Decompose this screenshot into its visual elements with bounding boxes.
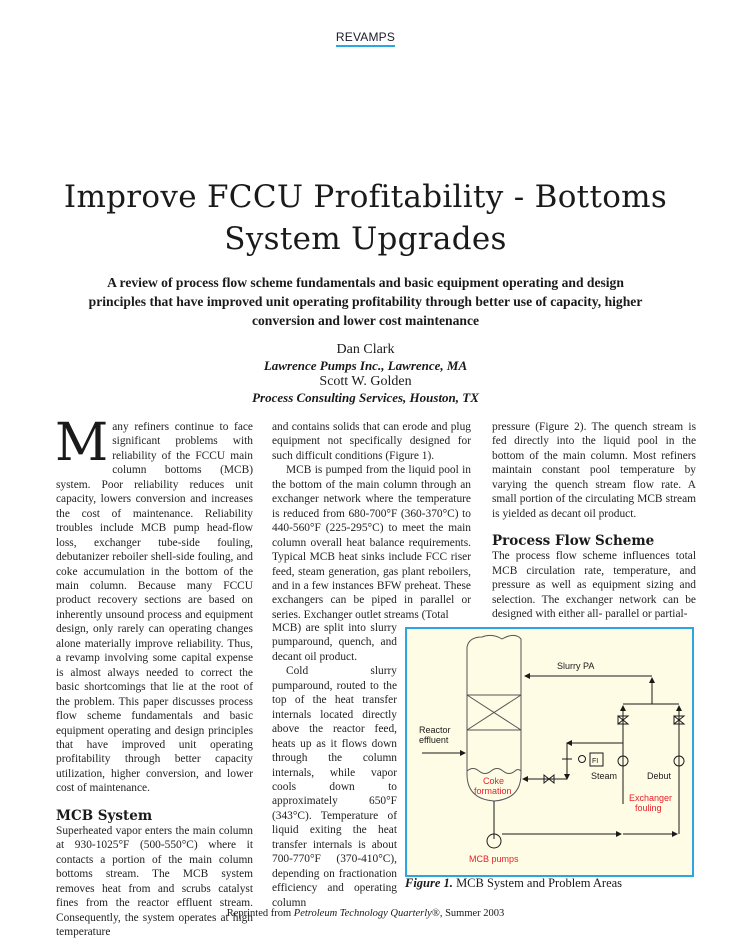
label-debut: Debut xyxy=(647,771,672,781)
label-effluent: effluent xyxy=(419,735,449,745)
author-block xyxy=(0,342,731,406)
label-formation: formation xyxy=(474,786,512,796)
mcb-paragraph: Superheated vapor enters the main column at 930-1025°F (500-550°C) where it contacts a portion of the main column bottoms stream. The MCB system removes heat from and scrubs catalyst fines from the reactor effluent stream. Consequently, the system operates at high temperature xyxy=(56,824,253,938)
author-name: Dan Clark xyxy=(336,342,395,357)
heading-process-flow-scheme: Process Flow Scheme xyxy=(492,533,655,550)
article-title xyxy=(20,176,711,260)
column-3 xyxy=(492,420,696,621)
footer-suffix: ®, Summer 2003 xyxy=(431,908,505,919)
intro-paragraph xyxy=(55,413,253,796)
process-flow-diagram xyxy=(407,629,692,875)
label-exchanger: Exchanger xyxy=(629,793,673,803)
section-tag-label: REVAMPS xyxy=(336,30,395,47)
body-paragraph: MCB is pumped from the liquid pool in the bottom of the main column through an exchanger network where the temperature is reduced from 680-700°F (360-370°C) to 440-560°F (225-295°C) to meet the main column overall heat balance requirements. Typical MCB heat sinks include FCC riser feed, steam generation, gas plant reboilers, and in a few instances BFW preheat. These exchangers can be piped in parallel or series. Exchanger outlet streams (Total xyxy=(272,464,471,621)
author-name: Scott W. Golden xyxy=(319,374,412,389)
article-subtitle: A review of process flow scheme fundamentals and basic equipment operating and design principles that have improved unit operating profitability through better use of capacity, higher conversion and lower cost maintenance xyxy=(88,275,643,328)
drop-cap: M xyxy=(55,413,109,473)
footer-prefix: Reprinted from xyxy=(226,908,294,919)
column-1 xyxy=(55,413,253,939)
label-fi: FI xyxy=(592,758,599,765)
label-fouling: fouling xyxy=(635,803,662,813)
body-paragraph: and contains solids that can erode and plug equipment not specifically designed for such difficult conditions (Figure 1). xyxy=(272,421,471,462)
title-line-1: Improve FCCU Profitability - Bottoms xyxy=(63,179,668,215)
body-paragraph: pressure (Figure 2). The quench stream is fed directly into the liquid pool in the bottom of the main column. Most refiners maintain constant pool temperature by varying the quench stream flow rate. A small portion of the circulating MCB stream is yielded as decant oil product. xyxy=(492,421,696,520)
figure-caption-text: MCB System and Problem Areas xyxy=(456,876,623,890)
label-slurry-pa: Slurry PA xyxy=(557,661,595,671)
title-line-2: System Upgrades xyxy=(224,221,507,257)
column-2-narrow xyxy=(272,621,397,910)
author-affiliation: Lawrence Pumps Inc., Lawrence, MA xyxy=(263,358,468,373)
heading-mcb-system: MCB System xyxy=(56,807,153,824)
body-paragraph: Cold slurry pumparound, routed to the top of the heat transfer internals located directly above the reactor feed, heats up as it flows down through the column internals, while vapor cools down to approximately 650°F (343°C). Temperature of liquid exiting the heat transfer internals is about 700-770°F (370-410°C), depending on fractionation efficiency and operating column xyxy=(272,665,397,909)
footer-journal: Petroleum Technology Quarterly xyxy=(293,908,432,919)
label-steam: Steam xyxy=(591,771,618,781)
label-reactor: Reactor xyxy=(419,725,451,735)
author-affiliation: Process Consulting Services, Houston, TX xyxy=(252,390,479,405)
figure-caption xyxy=(405,876,622,891)
label-coke: Coke xyxy=(483,776,505,786)
label-mcb-pumps: MCB pumps xyxy=(469,854,519,864)
figure-1-diagram xyxy=(405,627,694,877)
body-paragraph: The process flow scheme influences total MCB circulation rate, temperature, and pressure as well as equipment sizing and selection. The exchanger network can be designed with either all- parallel or partial- xyxy=(492,550,696,620)
page-footer xyxy=(0,908,731,919)
body-paragraph: MCB) are split into slurry pumparound, quench, and decant oil product. xyxy=(272,622,397,663)
section-tag xyxy=(0,30,731,47)
figure-label: Figure 1. xyxy=(405,876,453,890)
column-2-top xyxy=(272,420,471,622)
intro-text: any refiners continue to face significant problems with reliability of the FCCU main column bottoms (MCB) system. Poor reliability reduces unit capacity, lowers conversion and increases the cost of maintenance. Reliability troubles include MCB pump head-flow loss, exchanger tube-side fouling, debutanizer reboiler shell-side fouling, and coke accumulation in the bottom of the main column. Because many FCCU product recovery sections are based on inherently unsound process and equipment design, only rarely can operating changes alone materially improve reliability. Thus, a revamp involving some capital expense is almost always needed to correct the basic shortcomings that lie at the root of the problem. This paper discusses process flow scheme fundamentals and basic equipment operating and design principles that have improved unit operating profitability through better capacity utilization, higher conversion, and lower cost of maintenance. xyxy=(56,421,253,795)
